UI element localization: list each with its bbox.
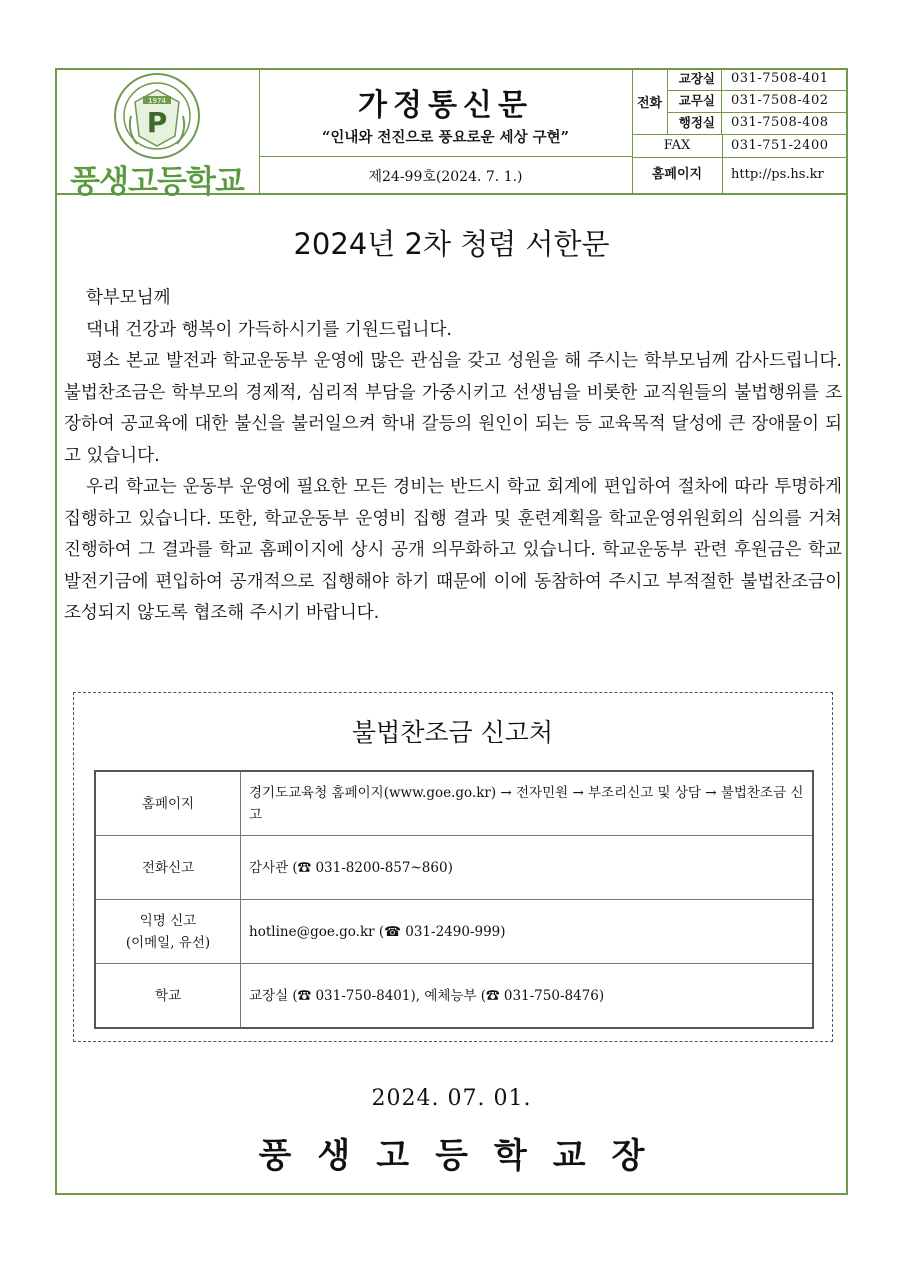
contact-key: 교무실 bbox=[667, 90, 722, 112]
report-title: 불법찬조금 신고처 bbox=[351, 718, 554, 747]
title-cell bbox=[259, 68, 633, 157]
contact-key: 교장실 bbox=[667, 68, 722, 90]
report-label: 학교 bbox=[95, 964, 241, 1029]
emblem-year: 1974 bbox=[148, 97, 166, 105]
contact-row bbox=[667, 90, 848, 113]
body-paragraph: 우리 학교는 운동부 운영에 필요한 모든 경비는 반드시 학교 회계에 편입하여 절차에 따라 투명하게 집행하고 있습니다. 또한, 학교운동부 운영비 집행 결과 및 훈련계획을 학교운영위원회의 심의를 거쳐 진행하여 그 결과를 학교 홈페이지에 상시 공개 의무화하고 있습니다. 학교운동부 관련 후원금은 학교발전기금에 편입하여 공개적으로 집행해야 하기 때문에 이에 동참하여 주시고 부적절한 불법찬조금이 조성되지 않도록 협조해 주시기 바랍니다. bbox=[64, 477, 842, 623]
table-row bbox=[95, 771, 813, 836]
school-emblem-icon bbox=[113, 72, 201, 160]
report-value: 교장실 (☎ 031-750-8401), 예체능부 (☎ 031-750-8476) bbox=[241, 964, 814, 1029]
fax-row bbox=[632, 134, 848, 158]
report-label-sub: (이메일, 유선) bbox=[125, 934, 211, 951]
homepage-row bbox=[632, 157, 848, 193]
report-label: 전화신고 bbox=[95, 836, 241, 900]
fax-value: 031-751-2400 bbox=[731, 138, 829, 153]
table-row bbox=[95, 964, 813, 1029]
school-name: 풍생고등학교 bbox=[70, 164, 244, 200]
report-label: 홈페이지 bbox=[95, 771, 241, 836]
contact-value: 031-7508-408 bbox=[731, 115, 829, 130]
letter-date: 2024. 07. 01. bbox=[371, 1086, 532, 1111]
contact-table bbox=[632, 68, 848, 193]
newsletter-title: 가정통신문 bbox=[358, 88, 533, 123]
table-row bbox=[95, 900, 813, 964]
contact-value: 031-7508-402 bbox=[731, 93, 829, 108]
greeting-paragraph: 댁내 건강과 행복이 가득하시기를 기원드립니다. bbox=[86, 319, 452, 340]
homepage-label: 홈페이지 bbox=[632, 157, 723, 193]
report-box bbox=[73, 692, 833, 1042]
issue-cell bbox=[259, 157, 633, 193]
phone-label: 전화 bbox=[632, 68, 668, 134]
report-value: 경기도교육청 홈페이지(www.goe.go.kr) → 전자민원 → 부조리신고 및 상담 → 불법찬조금 신고 bbox=[241, 771, 814, 836]
letterhead bbox=[55, 68, 848, 200]
report-label-cell bbox=[95, 900, 241, 964]
salutation: 학부모님께 bbox=[86, 288, 171, 308]
table-row bbox=[95, 836, 813, 900]
report-label: 익명 신고 bbox=[139, 912, 197, 929]
emblem-letter: P bbox=[146, 106, 168, 139]
report-value: hotline@goe.go.kr (☎ 031-2490-999) bbox=[241, 900, 814, 964]
report-value: 감사관 (☎ 031-8200-857~860) bbox=[241, 836, 814, 900]
issue-number: 제24-99호(2024. 7. 1.) bbox=[368, 169, 523, 185]
report-table bbox=[94, 770, 814, 1029]
contact-key: 행정실 bbox=[667, 112, 722, 134]
school-motto: “인내와 전진으로 풍요로운 세상 구현” bbox=[322, 129, 569, 146]
homepage-link[interactable]: http://ps.hs.kr bbox=[731, 167, 824, 182]
letter-title: 2024년 2차 청렴 서한문 bbox=[293, 227, 610, 261]
logo-cell bbox=[55, 68, 260, 200]
contact-value: 031-7508-401 bbox=[731, 71, 829, 86]
signature: 풍생고등학교장 bbox=[258, 1136, 671, 1176]
contact-row bbox=[667, 112, 848, 134]
fax-label: FAX bbox=[632, 135, 723, 157]
body-paragraph: 평소 본교 발전과 학교운동부 운영에 많은 관심을 갖고 성원을 해 주시는 학부모님께 감사드립니다. 불법찬조금은 학부모의 경제적, 심리적 부담을 가중시키고 선생님을 비롯한 교직원들의 불법행위를 조장하여 공교육에 대한 불신을 불러일으켜 학내 갈등의 원인이 되는 등 교육목적 달성에 큰 장애물이 되고 있습니다. bbox=[64, 351, 842, 466]
letter-body bbox=[64, 283, 842, 630]
contact-row bbox=[667, 68, 848, 91]
